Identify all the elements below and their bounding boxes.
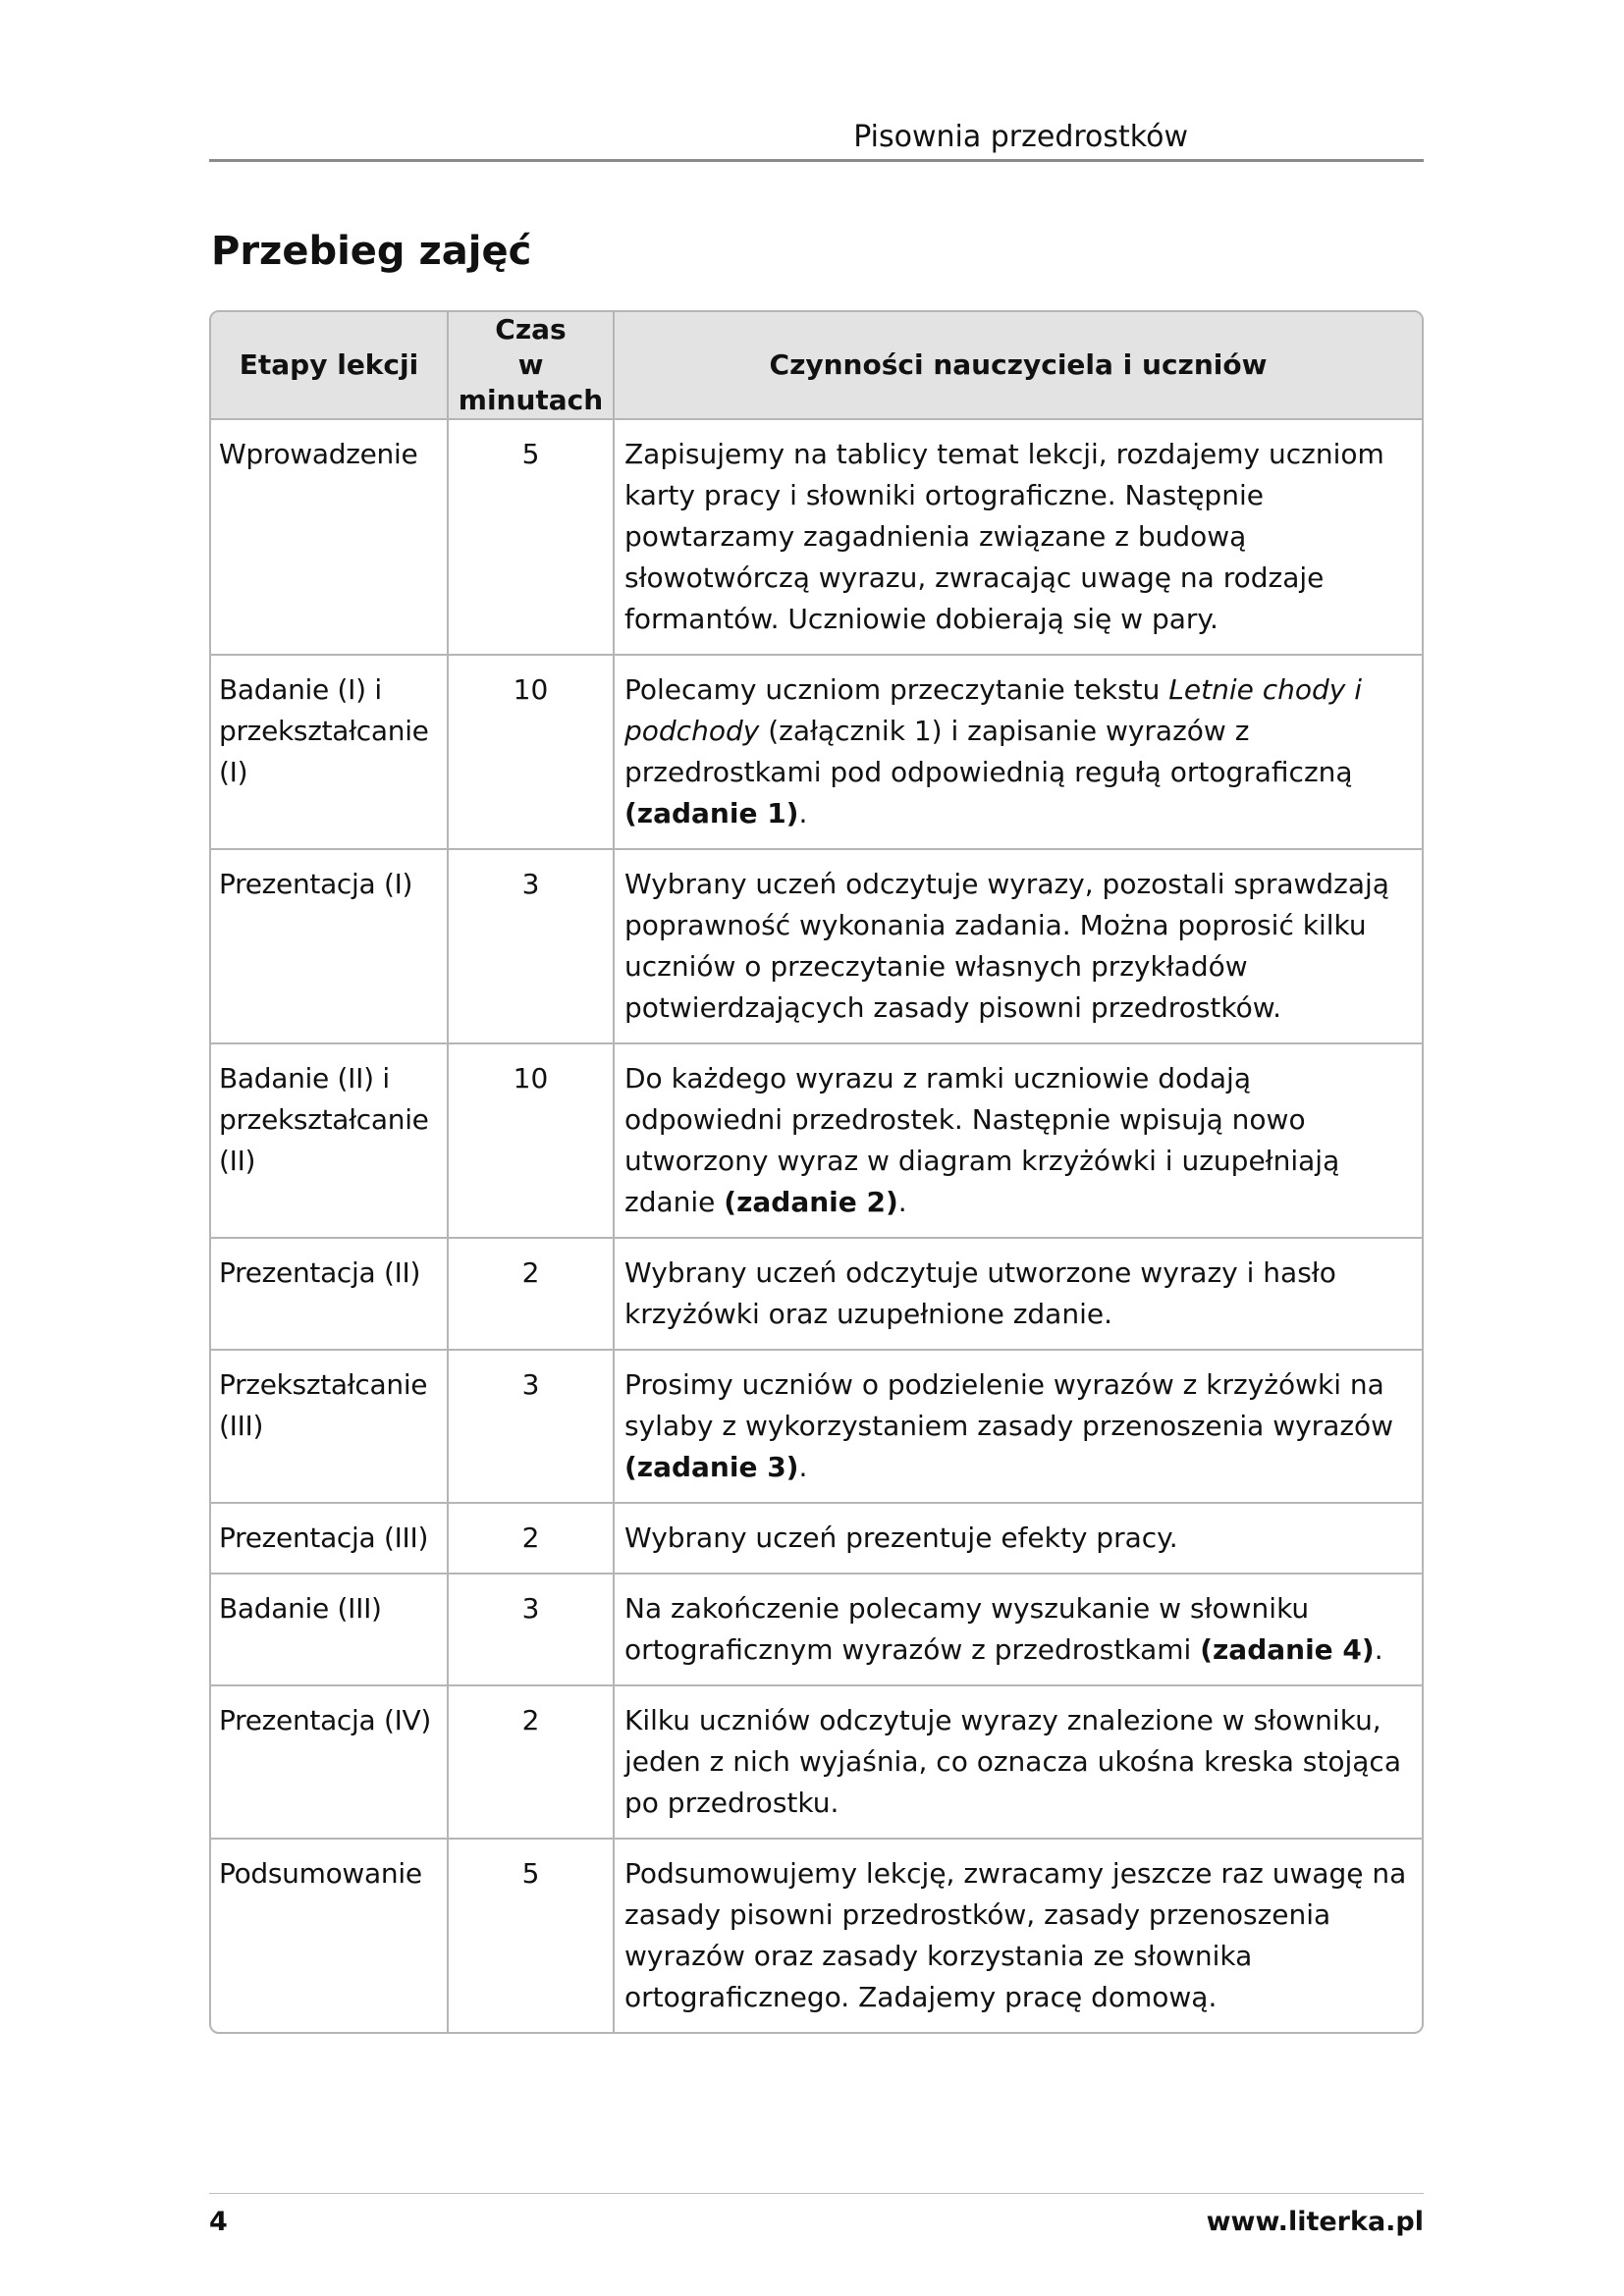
time-cell: 10 <box>448 1043 614 1238</box>
table-row <box>211 1574 1422 1685</box>
stage-cell: Przekształcanie (III) <box>211 1350 448 1503</box>
time-cell: 5 <box>448 1839 614 2032</box>
activities-cell <box>614 1350 1422 1503</box>
table-row <box>211 1839 1422 2032</box>
page-number: 4 <box>209 2207 228 2237</box>
activities-cell <box>614 1043 1422 1238</box>
activities-cell <box>614 1503 1422 1574</box>
stage-cell: Badanie (I) i przekształcanie (I) <box>211 655 448 849</box>
time-cell: 3 <box>448 849 614 1043</box>
stage-cell: Podsumowanie <box>211 1839 448 2032</box>
activity-text: Na zakończenie polecamy wyszukanie w słowniku ortograficznym wyrazów z przedrostkami <box>624 1592 1310 1666</box>
table-row <box>211 1350 1422 1503</box>
table-body <box>211 419 1422 2032</box>
stage-cell: Prezentacja (IV) <box>211 1685 448 1839</box>
activities-cell <box>614 849 1422 1043</box>
table-row <box>211 1238 1422 1350</box>
activity-text: . <box>1374 1633 1383 1666</box>
footer-site-link[interactable]: www.literka.pl <box>1206 2207 1424 2237</box>
activity-text: (załącznik 1) i zapisanie wyrazów z przedrostkami pod odpowiednią regułą ortograficzną <box>624 715 1353 788</box>
activity-text: Wybrany uczeń odczytuje wyrazy, pozostali sprawdzają poprawność wykonania zadania. Można poprosić kilku uczniów o przeczytanie własnych przykładów potwierdzających zasady pisowni przedrostków. <box>624 868 1389 1024</box>
task-reference: (zadanie 1) <box>624 797 799 829</box>
activity-text: . <box>897 1186 907 1218</box>
table-row <box>211 849 1422 1043</box>
footer-rule <box>209 2193 1424 2194</box>
stage-cell: Badanie (II) i przekształcanie (II) <box>211 1043 448 1238</box>
stage-cell: Wprowadzenie <box>211 419 448 655</box>
activity-text: Podsumowujemy lekcję, zwracamy jeszcze raz uwagę na zasady pisowni przedrostków, zasady przenoszenia wyrazów oraz zasady korzystania ze słownika ortograficznego. Zadajemy pracę domową. <box>624 1857 1407 2013</box>
time-cell: 3 <box>448 1350 614 1503</box>
activity-text: Zapisujemy na tablicy temat lekcji, rozdajemy uczniom karty pracy i słowniki ortograficzne. Następnie powtarzamy zagadnienia związane z budową słowotwórczą wyrazu, zwracając uwagę na rodzaje formantów. Uczniowie dobierają się w pary. <box>624 438 1384 635</box>
page-title: Przebieg zajęć <box>211 229 532 274</box>
activity-text: . <box>798 1451 808 1483</box>
time-cell: 2 <box>448 1685 614 1839</box>
time-cell: 10 <box>448 655 614 849</box>
activity-text: Do każdego wyrazu z ramki uczniowie dodają odpowiedni przedrostek. Następnie wpisują nowo utworzony wyraz w diagram krzyżówki i uzupełniają zdanie <box>624 1062 1340 1218</box>
activity-text: Wybrany uczeń prezentuje efekty pracy. <box>624 1522 1178 1554</box>
activities-cell <box>614 655 1422 849</box>
lesson-plan-table <box>209 310 1424 2034</box>
activities-cell <box>614 1574 1422 1685</box>
table-row <box>211 1043 1422 1238</box>
activities-cell <box>614 1238 1422 1350</box>
stage-cell: Prezentacja (II) <box>211 1238 448 1350</box>
header-rule <box>209 159 1424 162</box>
task-reference: (zadanie 3) <box>624 1451 799 1483</box>
header-time-line2: w minutach <box>458 348 604 416</box>
time-cell: 5 <box>448 419 614 655</box>
time-cell: 2 <box>448 1238 614 1350</box>
activity-text: Wybrany uczeń odczytuje utworzone wyrazy i hasło krzyżówki oraz uzupełnione zdanie. <box>624 1256 1336 1330</box>
time-cell: 2 <box>448 1503 614 1574</box>
activities-cell <box>614 419 1422 655</box>
stage-cell: Badanie (III) <box>211 1574 448 1685</box>
table-row <box>211 1503 1422 1574</box>
table-row <box>211 655 1422 849</box>
activity-text: . <box>798 797 808 829</box>
activity-text: Polecamy uczniom przeczytanie tekstu <box>624 673 1169 706</box>
running-header: Pisownia przedrostków <box>853 120 1188 154</box>
table-row <box>211 1685 1422 1839</box>
header-activities: Czynności nauczyciela i uczniów <box>614 312 1422 419</box>
text-title: Letnie chody i podchody <box>624 673 1363 747</box>
header-stage: Etapy lekcji <box>211 312 448 419</box>
task-reference: (zadanie 4) <box>1200 1633 1375 1666</box>
stage-cell: Prezentacja (III) <box>211 1503 448 1574</box>
table-header-row <box>211 312 1422 419</box>
task-reference: (zadanie 2) <box>724 1186 898 1218</box>
time-cell: 3 <box>448 1574 614 1685</box>
table-row <box>211 419 1422 655</box>
activities-cell <box>614 1839 1422 2032</box>
activity-text: Kilku uczniów odczytuje wyrazy znalezione w słowniku, jeden z nich wyjaśnia, co oznacza ukośna kreska stojąca po przedrostku. <box>624 1704 1401 1819</box>
stage-cell: Prezentacja (I) <box>211 849 448 1043</box>
header-time <box>448 312 614 419</box>
header-time-line1: Czas <box>495 313 567 346</box>
activities-cell <box>614 1685 1422 1839</box>
activity-text: Prosimy uczniów o podzielenie wyrazów z krzyżówki na sylaby z wykorzystaniem zasady przenoszenia wyrazów <box>624 1368 1394 1442</box>
